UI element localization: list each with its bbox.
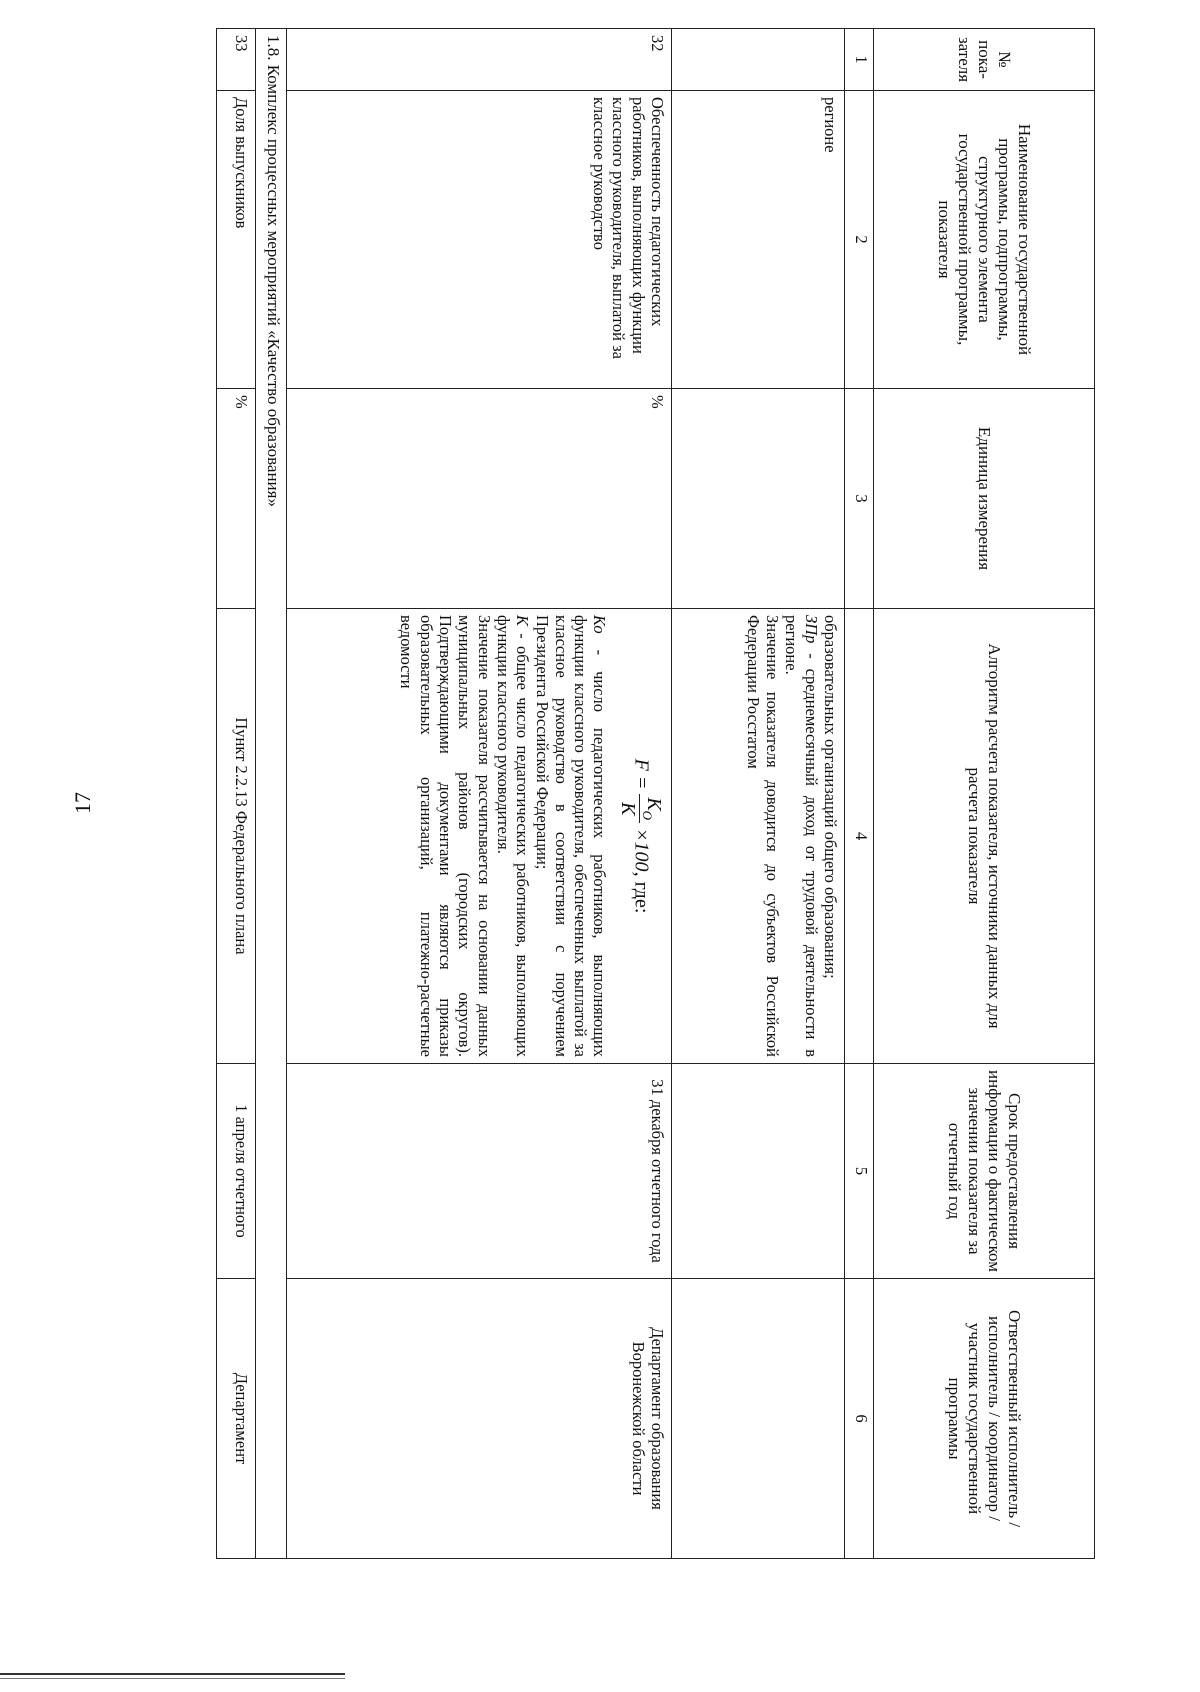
algorithm-paragraph: Значение показателя рассчитывается на основании данных муниципальных районов (городских округов). Подтверждающими документами являются приказы образовательных организаций, платежно-расчетные ведомости (397, 615, 494, 1057)
column-number: 5 (845, 1064, 874, 1279)
header-algorithm: Алгоритм расчета показателя, источники данных для расчета показателя (874, 609, 1095, 1064)
cell-number: 32 (287, 29, 672, 91)
header-number: № пока-зателя (874, 29, 1095, 91)
section-title: 1.8. Комплекс процессных мероприятий «Качество образования» (256, 29, 287, 1559)
column-number: 6 (845, 1279, 874, 1559)
formula-denominator: K (616, 802, 639, 816)
header-deadline: Срок предоставления информации о фактическом значении показателя за отчетный год (874, 1064, 1095, 1279)
header-responsible: Ответственный исполнитель / исполнитель / координатор / участник государственной программы (874, 1279, 1095, 1559)
column-number-row (845, 29, 874, 1559)
formula-fraction (615, 794, 665, 823)
variable-description: - общее число педагогических работников, выполняющих функции классного руководителя. (493, 615, 533, 1057)
cell-name: Обеспеченность педагогических работников, выполняющих функции классного руководителя, выплатой за классное руководство (287, 91, 672, 389)
cell-deadline: 1 апреля отчетного (217, 1064, 256, 1279)
cell-number: 33 (217, 29, 256, 91)
header-name: Наименование государственной программы, подпрограммы, структурного элемента государственной программы, показателя (874, 91, 1095, 389)
table-row-33 (217, 29, 256, 1559)
table-row-continued (672, 29, 845, 1559)
formula-rhs: ×100 (630, 828, 653, 872)
column-number: 3 (845, 389, 874, 609)
section-row (256, 29, 287, 1559)
formula-lhs: F = (630, 758, 653, 790)
cell-number (672, 29, 845, 91)
variable-k: К (513, 615, 533, 626)
formula-numerator: $K_O$ (639, 794, 665, 823)
algorithm-paragraph: Значение показателя доводится до субъектов Российской Федерации Росстатом (743, 615, 783, 1057)
algorithm-paragraph (532, 615, 609, 1057)
cell-name: Доля выпускников (217, 91, 256, 389)
formula-tail: , где: (630, 871, 653, 914)
variable-description: - число педагогических работников, выполняющих функции классного руководителя, обеспеченных выплатой за классное руководство в соответствии с поручением Президента Российской Федерации; (532, 615, 610, 1057)
column-number: 1 (845, 29, 874, 91)
column-number: 2 (845, 91, 874, 389)
page-number: 17 (70, 792, 95, 814)
variable-zpr: ЗПр (801, 615, 821, 644)
column-number: 4 (845, 609, 874, 1064)
cell-deadline: 31 декабря отчетного года (287, 1064, 672, 1279)
table-row-32 (287, 29, 672, 1559)
header-unit: Единица измерения (874, 389, 1095, 609)
algorithm-paragraph (782, 615, 821, 1057)
cell-responsible: Департамент образования Воронежской области (287, 1279, 672, 1559)
cell-algorithm (287, 609, 672, 1064)
indicators-table-rotated (130, 28, 1095, 1558)
cell-name: регионе (672, 91, 845, 389)
algorithm-paragraph: образовательных организаций общего образования; (821, 615, 840, 979)
cell-unit (672, 389, 845, 609)
cell-deadline (672, 1064, 845, 1279)
cell-unit: % (287, 389, 672, 609)
cell-responsible: Департамент (217, 1279, 256, 1559)
algorithm-paragraph (494, 615, 533, 1057)
indicators-table (216, 28, 1095, 1559)
bottom-rule-thin (0, 1678, 345, 1679)
bottom-rule (0, 1673, 345, 1675)
table-header-row (874, 29, 1095, 1559)
cell-responsible (672, 1279, 845, 1559)
cell-unit: % (217, 389, 256, 609)
formula (615, 615, 665, 1057)
variable-description: - среднемесячный доход от трудовой деятельности в регионе. (782, 615, 821, 1057)
cell-algorithm (672, 609, 845, 1064)
variable-ko: Ко (590, 615, 610, 634)
cell-algorithm: Пункт 2.2.13 Федерального плана (217, 609, 256, 1064)
